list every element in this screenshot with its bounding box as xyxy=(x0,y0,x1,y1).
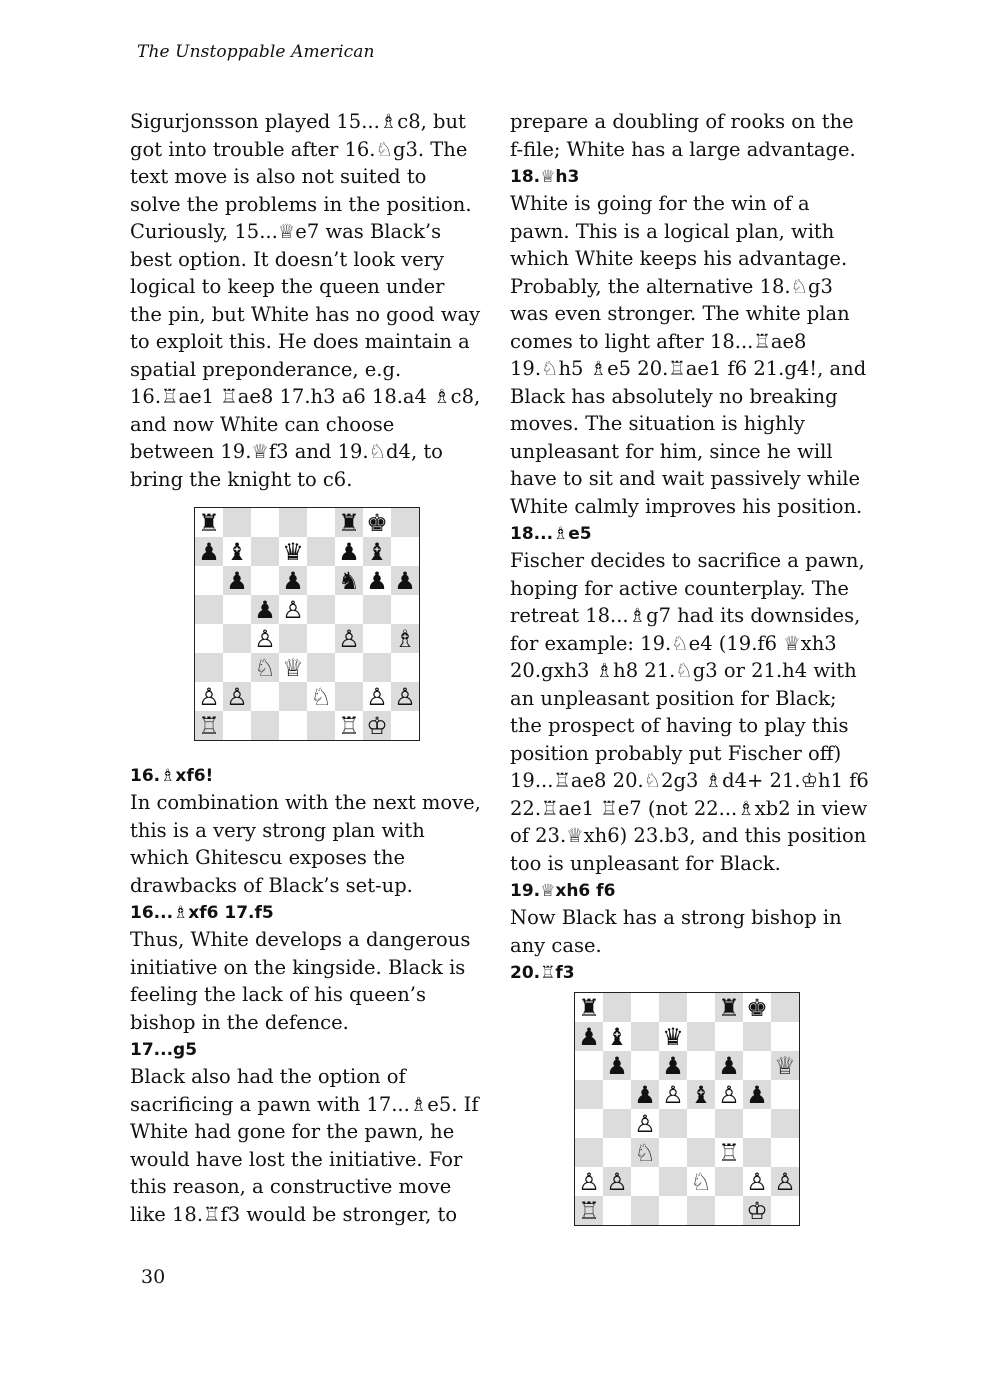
chess-square xyxy=(307,508,335,537)
chess-square xyxy=(195,624,223,653)
chess-square xyxy=(687,1138,715,1167)
chess-square xyxy=(575,1138,603,1167)
chess-square xyxy=(659,1167,687,1196)
chess-piece-square: ♟ xyxy=(631,1080,659,1109)
chess-square xyxy=(743,1022,771,1051)
chess-square xyxy=(363,595,391,624)
move-heading: 16.♗xf6! xyxy=(130,766,214,786)
chess-piece-square: ♟ xyxy=(659,1051,687,1080)
chess-square xyxy=(363,624,391,653)
chess-piece-square: ♙ xyxy=(279,595,307,624)
left-column xyxy=(130,108,482,1228)
chess-square xyxy=(307,711,335,740)
chess-square xyxy=(771,1196,799,1225)
chess-piece-square: ♘ xyxy=(631,1138,659,1167)
chess-piece-square: ♙ xyxy=(659,1080,687,1109)
chess-square xyxy=(771,1080,799,1109)
chess-piece-square: ♝ xyxy=(223,537,251,566)
chess-piece-square: ♙ xyxy=(223,682,251,711)
chess-piece-square: ♟ xyxy=(335,537,363,566)
chess-square xyxy=(575,1109,603,1138)
chess-square xyxy=(335,653,363,682)
chess-piece-square: ♕ xyxy=(279,653,307,682)
chess-square xyxy=(659,1196,687,1225)
chess-square xyxy=(687,993,715,1022)
chess-square xyxy=(687,1109,715,1138)
chess-square xyxy=(195,566,223,595)
chess-square xyxy=(715,1109,743,1138)
chess-square xyxy=(279,508,307,537)
chess-square xyxy=(715,1167,743,1196)
chess-piece-square: ♟ xyxy=(391,566,419,595)
paragraph: Thus, White develops a dangerous initiative on the kingside. Black is feeling the lack of his queen’s bishop in the defence. xyxy=(130,928,471,1034)
chess-square xyxy=(743,1109,771,1138)
chess-piece-square: ♙ xyxy=(771,1167,799,1196)
chess-piece-square: ♟ xyxy=(279,566,307,595)
chess-square xyxy=(307,653,335,682)
chess-piece-square: ♟ xyxy=(603,1051,631,1080)
chess-square xyxy=(631,1167,659,1196)
chess-square xyxy=(391,537,419,566)
chess-square xyxy=(603,1080,631,1109)
chess-square xyxy=(307,595,335,624)
chess-piece-square: ♚ xyxy=(743,993,771,1022)
page-number: 30 xyxy=(141,1266,166,1288)
chess-piece-square: ♟ xyxy=(575,1022,603,1051)
chess-square xyxy=(279,711,307,740)
chess-square xyxy=(195,653,223,682)
chess-square xyxy=(223,653,251,682)
chess-piece-square: ♝ xyxy=(603,1022,631,1051)
chess-piece-square: ♕ xyxy=(771,1051,799,1080)
diagram-wrapper xyxy=(510,992,870,1226)
chess-piece-square: ♙ xyxy=(631,1109,659,1138)
chess-piece-square: ♖ xyxy=(335,711,363,740)
chess-square xyxy=(687,1196,715,1225)
chess-piece-square: ♘ xyxy=(251,653,279,682)
chess-piece-square: ♔ xyxy=(743,1196,771,1225)
paragraph: In combination with the next move, this is a very strong plan with which Ghitescu exposes the drawbacks of Black’s set-up. xyxy=(130,791,481,897)
chess-square xyxy=(251,711,279,740)
chess-square xyxy=(743,1051,771,1080)
chess-square xyxy=(223,624,251,653)
chess-piece-square: ♟ xyxy=(743,1080,771,1109)
chess-piece-square: ♙ xyxy=(715,1080,743,1109)
chess-piece-square: ♚ xyxy=(363,508,391,537)
paragraph: Black also had the option of sacrificing a pawn with 17...♗e5. If White had gone for the pawn, he would have lost the initiative. For this reason, a constructive move like 18.♖f3 would be stronger, to xyxy=(130,1065,479,1226)
chess-piece-square: ♟ xyxy=(363,566,391,595)
paragraph: prepare a doubling of rooks on the f-file; White has a large advantage. xyxy=(510,110,856,161)
paragraph: Now Black has a strong bishop in any case. xyxy=(510,906,842,957)
chess-square xyxy=(251,508,279,537)
chess-square xyxy=(771,1109,799,1138)
diagram-wrapper xyxy=(130,507,482,741)
chess-piece-square: ♔ xyxy=(363,711,391,740)
chess-piece-square: ♝ xyxy=(363,537,391,566)
chess-square xyxy=(307,537,335,566)
chess-square xyxy=(631,993,659,1022)
chess-square xyxy=(307,566,335,595)
chess-square xyxy=(631,1051,659,1080)
chess-piece-square: ♖ xyxy=(715,1138,743,1167)
chess-piece-square: ♜ xyxy=(195,508,223,537)
chess-square xyxy=(575,1080,603,1109)
chess-piece-square: ♙ xyxy=(575,1167,603,1196)
chess-square xyxy=(391,595,419,624)
chess-square xyxy=(391,653,419,682)
chess-square xyxy=(743,1138,771,1167)
chess-square xyxy=(575,1051,603,1080)
chess-square xyxy=(279,682,307,711)
chess-piece-square: ♘ xyxy=(687,1167,715,1196)
chess-piece-square: ♟ xyxy=(223,566,251,595)
chess-square xyxy=(251,682,279,711)
chess-diagram xyxy=(574,992,800,1226)
chess-piece-square: ♜ xyxy=(575,993,603,1022)
chess-square xyxy=(279,624,307,653)
chess-piece-square: ♗ xyxy=(391,624,419,653)
chess-square xyxy=(335,595,363,624)
chess-square xyxy=(307,624,335,653)
chess-piece-square: ♙ xyxy=(335,624,363,653)
move-heading: 17...g5 xyxy=(130,1040,198,1060)
chess-piece-square: ♟ xyxy=(195,537,223,566)
paragraph: Sigurjonsson played 15...♗c8, but got into trouble after 16.♘g3. The text move is also not suited to solve the problems in the position. Curiously, 15...♕e7 was Black’s best option. It doesn’t look very logical to keep the queen under the pin, but White has no good way to exploit this. He does maintain a spatial preponderance, e.g. 16.♖ae1 ♖ae8 17.h3 a6 18.a4 ♗c8, and now White can choose between 19.♕f3 and 19.♘d4, to bring the knight to c6. xyxy=(130,110,481,491)
chess-square xyxy=(251,537,279,566)
chess-piece-square: ♙ xyxy=(195,682,223,711)
chess-square xyxy=(603,1196,631,1225)
chess-square xyxy=(715,1196,743,1225)
chess-piece-square: ♙ xyxy=(743,1167,771,1196)
chess-square xyxy=(771,993,799,1022)
chess-piece-square: ♟ xyxy=(715,1051,743,1080)
chess-square xyxy=(659,1138,687,1167)
chess-square xyxy=(631,1022,659,1051)
move-heading: 20.♖f3 xyxy=(510,963,575,983)
chess-square xyxy=(631,1196,659,1225)
right-column xyxy=(510,108,870,1226)
chess-piece-square: ♖ xyxy=(575,1196,603,1225)
chess-square xyxy=(659,1109,687,1138)
chess-square xyxy=(687,1022,715,1051)
chess-square xyxy=(251,566,279,595)
chess-square xyxy=(603,993,631,1022)
chess-piece-square: ♘ xyxy=(307,682,335,711)
chess-piece-square: ♞ xyxy=(335,566,363,595)
chess-square xyxy=(363,653,391,682)
paragraph: Fischer decides to sacrifice a pawn, hoping for active counterplay. The retreat 18...♗g7 had its downsides, for example: 19.♘e4 (19.f6 ♕xh3 20.gxh3 ♗h8 21.♘g3 or 21.h4 with an unpleasant position for Black; the prospect of having to play this position probably put Fischer off) 19...♖ae8 20.♘2g3 ♗d4+ 21.♔h1 f6 22.♖ae1 ♖e7 (not 22...♗xb2 in view of 23.♕xh6) 23.b3, and this position too is unpleasant for Black. xyxy=(510,549,869,875)
chess-piece-square: ♙ xyxy=(391,682,419,711)
chess-square xyxy=(659,993,687,1022)
chess-square xyxy=(195,595,223,624)
chess-piece-square: ♛ xyxy=(659,1022,687,1051)
chess-piece-square: ♙ xyxy=(251,624,279,653)
chess-square xyxy=(391,711,419,740)
chess-square xyxy=(391,508,419,537)
running-header: The Unstoppable American xyxy=(137,42,375,62)
chess-square xyxy=(771,1022,799,1051)
move-heading: 18.♕h3 xyxy=(510,167,580,187)
chess-square xyxy=(771,1138,799,1167)
chess-piece-square: ♛ xyxy=(279,537,307,566)
chess-square xyxy=(603,1109,631,1138)
chess-square xyxy=(687,1051,715,1080)
chess-square xyxy=(223,595,251,624)
chess-piece-square: ♟ xyxy=(251,595,279,624)
chess-piece-square: ♖ xyxy=(195,711,223,740)
chess-square xyxy=(223,508,251,537)
chess-diagram xyxy=(194,507,420,741)
chess-square xyxy=(715,1022,743,1051)
move-heading: 16...♗xf6 17.f5 xyxy=(130,903,274,923)
chess-square xyxy=(223,711,251,740)
move-heading: 18...♗e5 xyxy=(510,524,592,544)
chess-square xyxy=(603,1138,631,1167)
chess-square xyxy=(335,682,363,711)
chess-piece-square: ♜ xyxy=(335,508,363,537)
chess-piece-square: ♜ xyxy=(715,993,743,1022)
chess-piece-square: ♙ xyxy=(363,682,391,711)
chess-piece-square: ♙ xyxy=(603,1167,631,1196)
move-heading: 19.♕xh6 f6 xyxy=(510,881,616,901)
paragraph: White is going for the win of a pawn. This is a logical plan, with which White keeps his advantage. Probably, the alternative 18.♘g3 was even stronger. The white plan comes to light after 18...♖ae8 19.♘h5 ♗e5 20.♖ae1 f6 21.g4!, and Black has absolutely no breaking moves. The situation is highly unpleasant for him, since he will have to sit and wait passively while White calmly improves his position. xyxy=(510,192,867,518)
chess-piece-square: ♝ xyxy=(687,1080,715,1109)
